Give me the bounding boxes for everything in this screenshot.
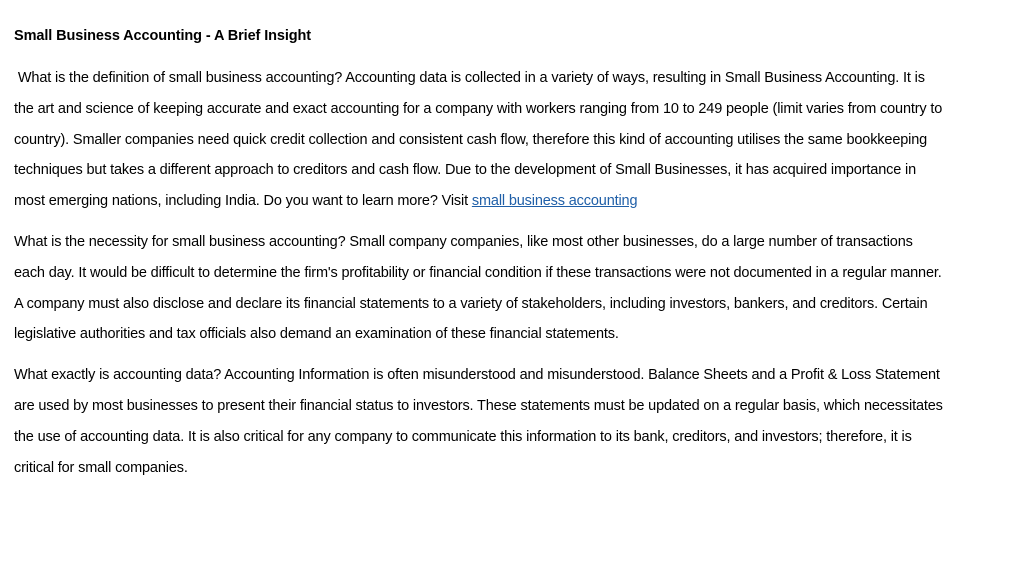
paragraph-necessity: What is the necessity for small business accounting? Small company companies, like most other businesses, do a large number of transactions each day. It would be difficult to determine the firm's profitability or financial condition if these transactions were not documented in a regular manner. A company must also disclose and declare its financial statements to a variety of stakeholders, including investors, bankers, and creditors. Certain legislative authorities and tax officials also demand an examination of these financial statements.	[14, 233, 942, 343]
document-title: Small Business Accounting - A Brief Insight	[14, 28, 312, 44]
paragraph-definition	[14, 63, 947, 217]
paragraph-definition-text: What is the definition of small business accounting? Accounting data is collected in a variety of ways, resulting in Small Business Accounting. It is the art and science of keeping accurate and exact accounting for a company with workers ranging from 10 to 249 people (limit varies from country to country). Smaller companies need quick credit collection and consistent cash flow, therefore this kind of accounting utilises the same bookkeeping techniques but takes a different approach to creditors and cash flow. Due to the development of Small Businesses, it has acquired importance in most emerging nations, including India. Do you want to learn more? Visit	[14, 70, 947, 210]
paragraph-accounting-data: What exactly is accounting data? Accounting Information is often misunderstood and misunderstood. Balance Sheets and a Profit & Loss Statement are used by most businesses to present their financial status to investors. These statements must be updated on a regular basis, which necessitates the use of accounting data. It is also critical for any company to communicate this information to its bank, creditors, and investors; therefore, it is critical for small companies.	[14, 367, 943, 476]
small-business-accounting-link[interactable]: small business accounting	[471, 193, 638, 210]
